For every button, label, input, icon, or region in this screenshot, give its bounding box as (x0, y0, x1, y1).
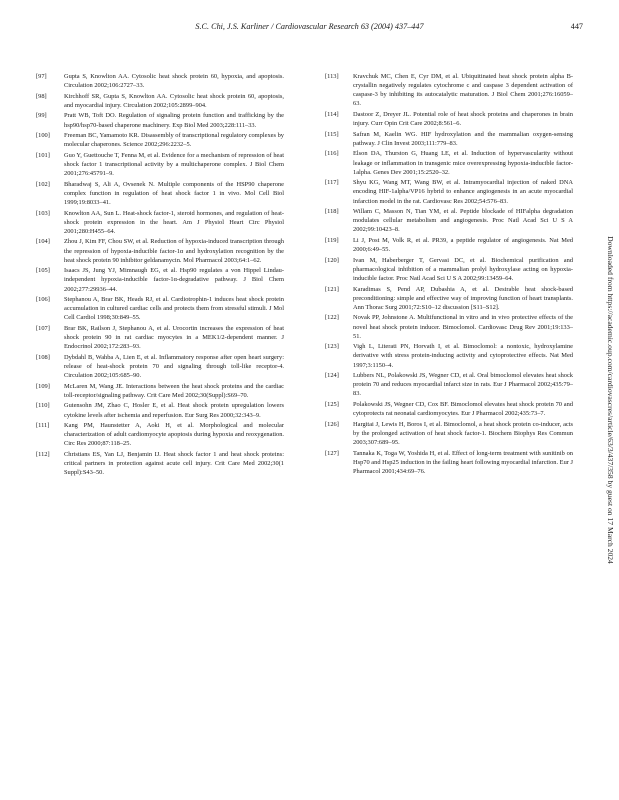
reference-text: Ivan M, Haberberger T, Gervasi DC, et al. Biochemical purification and pharmacological inhibition of a mammalian prolyl hydroxylase acting on hypoxia-inducible factor. Proc Natl Acad Sci U S A 2002;99:13459–64. (353, 256, 573, 283)
reference-column-right (325, 72, 573, 477)
reference-number: [104] (36, 238, 50, 246)
reference-entry (325, 149, 573, 176)
reference-text: Willam C, Masson N, Tian YM, et al. Peptide blockade of HIFalpha degradation modulates cellular metabolism and angiogenesis. Proc Natl Acad Sci U S A 2002;99:10423–8. (353, 208, 573, 234)
reference-number: [121] (325, 285, 339, 293)
reference-number: [113] (325, 73, 339, 80)
reference-number: [108] (36, 353, 50, 361)
reference-entry (36, 295, 284, 322)
reference-text: Karadimas S, Pend AP, Dubashia A, et al. Desirable heat shock-based preconditioning: simple and effective way of improving function of heart transplants. Ann Thorac Surg 2001;72:S10–12 discussion [S11–S12]. (353, 285, 573, 311)
reference-entry (36, 266, 284, 293)
running-title: S.C. Chi, J.S. Karliner / Cardiovascular Research 63 (2004) 437–447 (195, 22, 424, 31)
reference-entry (325, 72, 573, 109)
reference-entry (36, 131, 284, 149)
reference-number: [105] (36, 267, 50, 275)
reference-text: McLaren M, Wang JE. Interactions between the heat shock proteins and the cardiac toll-receptor/signaling pathway. Crit Care Med 2002;30(Suppl):S69–70. (64, 382, 284, 399)
reference-entry (325, 178, 573, 205)
reference-number: [99] (36, 112, 47, 120)
reference-text: Stephanou A, Brar BK, Heads RJ, et al. Cardiotrophin-1 induces heat shock protein accumulation in cultured cardiac cells and protects them from stressful stimuli. J Mol Cell Cardiol 1998;30:849–55. (64, 296, 284, 322)
reference-entry (36, 450, 284, 477)
reference-number: [117] (325, 179, 339, 187)
reference-entry (36, 382, 284, 400)
reference-text: Tannaka K, Toga W, Yoshida H, et al. Effect of long-term treatment with sunitinib on Hsp70 and Hsp25 induction in the failing heart following myocardial infarction. Eur J Pharmacol 2001;434:69–76. (353, 449, 573, 475)
reference-entry (36, 324, 284, 351)
reference-text: Isaacs JS, Jung YJ, Mimnaugh EG, et al. Hsp90 regulates a von Hippel Lindau-independent hypoxia-inducible factor-1α-degradative pathway. J Biol Chem 2002;277:29936–44. (64, 267, 284, 293)
reference-number: [101] (36, 151, 50, 159)
reference-text: Hargitai J, Lewis H, Boros I, et al. Bimoclomol, a heat shock protein co-inducer, acts by the prolonged activation of heat shock factor-1. Biochem Biophys Res Commun 2003;307:689–95. (353, 420, 573, 447)
reference-number: [125] (325, 401, 339, 408)
reference-number: [102] (36, 180, 50, 188)
reference-entry (36, 237, 284, 264)
reference-number: [116] (325, 150, 339, 158)
reference-text: Christians ES, Yan LJ, Benjamin IJ. Heat shock factor 1 and heat shock proteins: critical partners in protection against acute cell injury. Crit Care Med 2002;30(1 Suppl):S43–50. (64, 450, 284, 477)
reference-text: Dybdahl B, Wahba A, Lien E, et al. Inflammatory response after open heart surgery: release of heat-shock protein 70 and signaling through toll-like receptor-4. Circulation 2002;105:685–90. (64, 353, 284, 380)
reference-entry (325, 236, 573, 254)
reference-number: [98] (36, 92, 47, 100)
reference-entry (325, 207, 573, 234)
reference-number: [100] (36, 132, 50, 140)
reference-text: Polakowski JS, Wegner CD, Cox BF. Bimoclomol elevates heat shock protein 70 and cytoprotects rat neonatal cardiomyocytes. Eur J Pharmacol 2002;435:73–7. (353, 401, 573, 418)
reference-text: Shyu KG, Wang MT, Wang BW, et al. Intramyocardial injection of naked DNA encoding HIF-1alpha/VP16 hybrid to enhance angiogenesis in an acute myocardial infarction model in the rat. Cardiovasc Res 2002;54:576–83. (353, 179, 573, 205)
reference-text: Kravchuk MC, Chen E, Cyr DM, et al. Ubiquitinated heat shock protein alpha B-crystallin negatively regulates cytochrome c and caspase 3 dependent activation of caspase-3 by inhibiting its autocatalytic maturation. J Biol Chem 2001;276:16059–63. (353, 73, 573, 108)
reference-number: [124] (325, 372, 339, 380)
reference-entry (36, 209, 284, 236)
reference-entry (325, 285, 573, 312)
reference-text: Gutensohn JM, Zhao C, Hosler E, et al. Heat shock protein upregulation lowers cytokine levels after ischemia and reperfusion. Eur Surg Res 2000;32:343–9. (64, 402, 284, 419)
reference-number: [103] (36, 209, 50, 217)
reference-number: [112] (36, 450, 50, 458)
reference-number: [111] (36, 422, 50, 430)
reference-text: Bharadwaj S, Ali A, Ovsenek N. Multiple components of the HSP90 chaperone complex function in regulation of heat shock factor 1 in vivo. Mol Cell Biol 1999;19:8033–41. (64, 180, 284, 206)
page-number: 447 (570, 22, 583, 31)
reference-entry (36, 401, 284, 419)
reference-text: Kirchhoff SR, Gupta S, Knowlton AA. Cytosolic heat shock protein 60, apoptosis, and myocardial injury. Circulation 2002;105:2899–904. (64, 92, 284, 109)
reference-entry (36, 353, 284, 380)
reference-text: Guo Y, Guettouche T, Fenna M, et al. Evidence for a mechanism of repression of heat shock factor 1 transcriptional activity by a multichaperone complex. J Biol Chem 2001;276:45791–9. (64, 151, 284, 178)
reference-number: [115] (325, 130, 339, 138)
reference-text: Safran M, Kaelin WG. HIF hydroxylation and the mammalian oxygen-sensing pathway. J Clin Invest 2003;111:779–83. (353, 130, 573, 147)
reference-number: [110] (36, 402, 50, 410)
reference-entry (325, 400, 573, 418)
reference-entry (36, 72, 284, 90)
reference-number: [109] (36, 382, 50, 390)
reference-number: [120] (325, 256, 339, 264)
reference-text: Freeman BC, Yamamoto KR. Disassembly of transcriptional regulatory complexes by molecular chaperones. Science 2002;296:2232–5. (64, 132, 284, 149)
reference-text: Li J, Post M, Volk R, et al. PR39, a peptide regulator of angiogenesis. Nat Med 2000;6:49–55. (353, 237, 573, 254)
reference-text: Brar BK, Railson J, Stephanou A, et al. Urocortin increases the expression of heat shock protein 90 in rat cardiac myocytes in a MEK1/2-dependent manner. J Endocrinol 2002;172:283–93. (64, 324, 284, 351)
reference-entry (325, 130, 573, 148)
reference-number: [119] (325, 237, 339, 244)
reference-text: Pratt WB, Toft DO. Regulation of signaling protein function and trafficking by the hsp90/hsp70-based chaperone machinery. Exp Biol Med 2003;228:111–33. (64, 112, 284, 129)
reference-text: Knowlton AA, Sun L. Heat-shock factor-1, steroid hormones, and regulation of heat-shock protein expression in the heart. Am J Physiol Heart Circ Physiol 2001;280:H455–64. (64, 209, 284, 235)
reference-text: Lubbers NL, Polakowski JS, Wegner CD, et al. Oral bimoclomol elevates heat shock protein 70 and reduces myocardial infarct size in rats. Eur J Pharmacol 2002;435:79–83. (353, 372, 573, 398)
reference-number: [97] (36, 73, 47, 80)
reference-number: [123] (325, 343, 339, 351)
reference-entry (325, 449, 573, 476)
reference-number: [126] (325, 420, 339, 428)
reference-entry (325, 371, 573, 398)
reference-text: Novak PP, Johnstone A. Multifunctional in vitro and in vivo protective effects of the novel heat shock protein inducer. Bimoclomol. Cardiovasc Drug Rev 2001;19:133–51. (353, 314, 573, 340)
reference-entry (36, 111, 284, 129)
reference-entry (325, 256, 573, 283)
reference-number: [106] (36, 296, 50, 304)
reference-entry (325, 110, 573, 128)
reference-number: [122] (325, 314, 339, 322)
reference-text: Elson DA, Thurston G, Huang LE, et al. Induction of hypervascularity without leakage or inflammation in transgenic mice overexpressing hypoxia-inducible factor-1alpha. Genes Dev 2001;15:2520–32. (353, 150, 573, 176)
reference-entry (36, 92, 284, 110)
reference-entry (325, 313, 573, 340)
reference-number: [107] (36, 324, 50, 332)
reference-column-left (36, 72, 284, 479)
reference-entry (325, 342, 573, 369)
reference-entry (325, 420, 573, 447)
reference-number: [118] (325, 208, 339, 216)
download-sidebar-note: Downloaded from https://academic.oup.com/cardiovascres/article/63/3/437/358 by guest on 17 March 2024 (606, 236, 616, 564)
reference-number: [127] (325, 449, 339, 457)
reference-text: Dastoor Z, Dreyer JL. Potential role of heat shock proteins and chaperones in brain injury. Curr Opin Crit Care 2002;8:561–6. (353, 111, 573, 128)
reference-entry (36, 180, 284, 207)
reference-text: Gupta S, Knowlton AA. Cytosolic heat shock protein 60, hypoxia, and apoptosis. Circulation 2002;106:2727–33. (64, 73, 284, 90)
running-header (36, 22, 583, 36)
reference-entry (36, 421, 284, 448)
reference-entry (36, 151, 284, 178)
reference-text: Kang PM, Haunstetter A, Aoki H, et al. Morphological and molecular characterization of adult cardiomyocyte apoptosis during hypoxia and reoxygenation. Circ Res 2000;87:118–25. (64, 422, 284, 448)
reference-text: Vigh L, Literati PN, Horvath I, et al. Bimoclomol: a nontoxic, hydroxylamine derivative with stress protein-inducing activity and cytoprotective effects. Nat Med 1997;3:1150–4. (353, 343, 573, 369)
reference-text: Zhou J, Kim FF, Chou SW, et al. Reduction of hypoxia-induced transcription through the repression of hypoxia-inducible factor-1α and hydroxylation recognition by the heat shock protein 90 inhibitor geldanamycin. Mol Pharmacol 2003;64:1–62. (64, 238, 284, 264)
reference-number: [114] (325, 111, 339, 119)
